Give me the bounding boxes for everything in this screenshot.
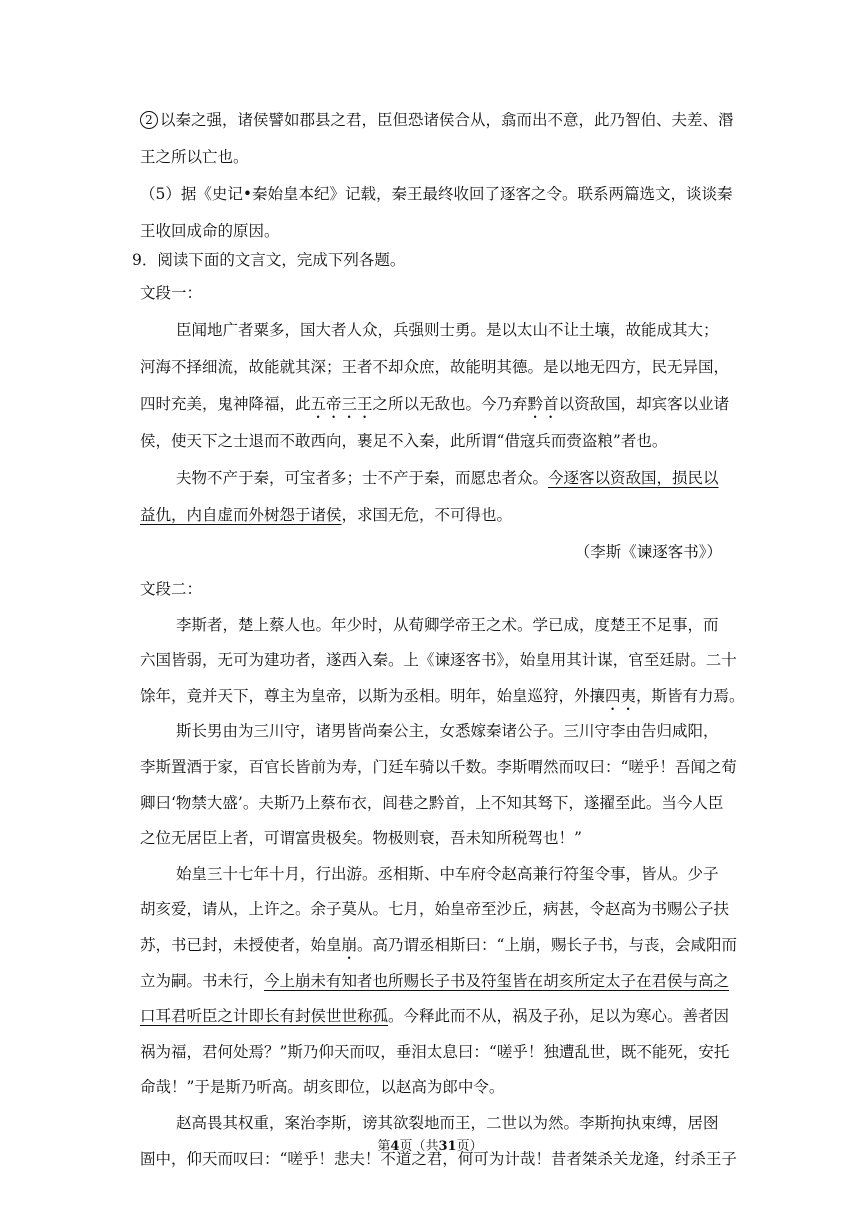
emphasized-term: 四夷 (605, 686, 637, 705)
text-line: 圄中，仰天而叹曰：“嗟乎！悲夫！不道之君，何可为计哉！昔者桀杀关龙逄，纣杀王子 (140, 1149, 737, 1168)
underlined-sentence: 口耳君听臣之计即长有封侯世世称孤 (140, 1007, 389, 1026)
text-line: 王之所以亡也。 (140, 148, 249, 166)
text-line: 立为嗣。书未行，今上崩未有知者也所赐长子书及符玺皆在胡亥所定太子在君侯与高之 (140, 971, 730, 990)
text-line: 卿曰‘物禁大盛’。夫斯乃上蔡布衣，闾巷之黔首，上不知其驽下，遂擢至此。当今人臣 (140, 793, 724, 812)
text-line: 臣闻地广者粟多，国大者人众，兵强则士勇。是以太山不让土壤，故能成其大； (176, 321, 719, 339)
circled-number: 2 (140, 111, 158, 129)
total-pages: 31 (438, 1139, 457, 1154)
question-9-heading: 9．阅读下面的文言文，完成下列各题。 (132, 251, 406, 269)
emphasized-term: 五帝三王 (310, 395, 373, 413)
text-line: 益仇，内自虚而外树怨于诸侯，求国无危，不可得也。 (140, 506, 513, 524)
underlined-sentence: 益仇，内自虚而外树怨于诸侯 (140, 506, 342, 524)
page-number: 4 (390, 1139, 400, 1154)
text-line: 祸为福，君何处焉？”斯乃仰天而叹，垂泪太息曰：“嗟乎！独遭乱世，既不能死，安托 (140, 1042, 730, 1061)
text-line: 河海不择细流，故能就其深；王者不却众庶，故能明其德。是以地无四方，民无异国， (140, 358, 730, 376)
text-line: 口耳君听臣之计即长有封侯世世称孤。今释此而不从，祸及子孙，足以为寒心。善者因 (140, 1007, 730, 1026)
text-line: 赵高畏其权重，案治李斯，谤其欲裂地而王，二世以为然。李斯拘执束缚，居囹 (176, 1114, 719, 1132)
section-1-label: 文段一： (140, 284, 203, 302)
text-line: 苏，书已封，未授使者，始皇崩。高乃谓丞相斯曰：“上崩，赐长子书，与丧，会咸阳而 (140, 936, 737, 954)
section-2-label: 文段二： (140, 580, 203, 598)
text-line: 王收回成命的原因。 (140, 222, 280, 240)
page-footer: 第4页（共31页） (377, 1139, 483, 1154)
underlined-sentence: 今上崩未有知者也所赐长子书及符玺皆在胡亥所定太子在君侯与高之 (264, 971, 730, 990)
text-line: 夫物不产于秦，可宝者多；士不产于秦，而愿忠者众。今逐客以资敌国，损民以 (176, 469, 719, 487)
text-line: 李斯置酒于家，百官长皆前为寿，门廷车骑以千数。李斯喟然而叹曰：“嗟乎！吾闻之荀 (140, 758, 737, 776)
text-line: 斯长男由为三川守，诸男皆尚秦公主，女悉嫁秦诸公子。三川守李由告归咸阳， (176, 722, 719, 741)
emphasized-term: 黔首 (527, 395, 559, 413)
text-line: 李斯者，楚上蔡人也。年少时，从荀卿学帝王之术。学已成，度楚王不足事，而 (176, 615, 719, 634)
source-citation: （李斯《谏逐客书》） (574, 543, 722, 561)
text-line: （5）据《史记•秦始皇本纪》记载，秦王最终收回了逐客之令。联系两篇选文，谈谈秦 (140, 185, 733, 203)
text-line: 侯，使天下之士退而不敢西向，裹足不入秦，此所谓“借寇兵而赍盗粮”者也。 (140, 432, 668, 450)
emphasized-term: 崩 (341, 936, 358, 954)
text-line: 2 以秦之强，诸侯譬如郡县之君，臣但恐诸侯合从，翕而出不意，此乃智伯、夫差、湣 (0, 109, 860, 131)
text-line: 馀年，竟并天下，尊主为皇帝，以斯为丞相。明年，始皇巡狩，外攘四夷，斯皆有力焉。 (140, 686, 745, 705)
text-line: 六国皆弱，无可为建功者，遂西入秦。上《谏逐客书》，始皇用其计谋，官至廷尉。二十 (140, 651, 737, 670)
text-line: 胡亥爱，请从，上许之。余子莫从。七月，始皇帝至沙丘，病甚，令赵高为书赐公子扶 (140, 900, 730, 919)
text-line: 始皇三十七年十月，行出游。丞相斯、中车府令赵高兼行符玺令事，皆从。少子 (176, 864, 719, 883)
text-line: 四时充美，鬼神降福，此五帝三王之所以无敌也。今乃弃黔首以资敌国，却宾客以业诸 (140, 395, 730, 413)
text-line: 命哉！”于是斯乃听高。胡亥即位，以赵高为郎中令。 (140, 1078, 505, 1097)
underlined-sentence: 今逐客以资敌国，损民以 (548, 469, 719, 487)
text-line: 之位无居臣上者，可谓富贵极矣。物极则衰，吾未知所税驾也！” (140, 829, 582, 848)
